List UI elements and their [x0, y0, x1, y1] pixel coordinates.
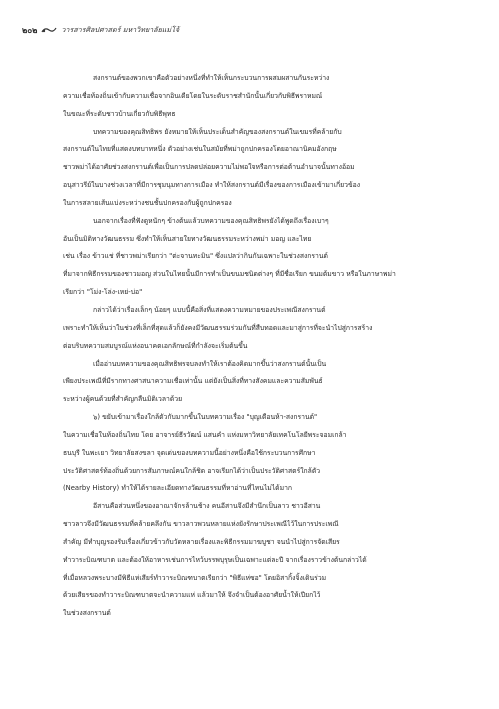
- text-line: ๖) ขยับเข้ามาเรื่องใกล้ตัวกับมากขึ้นในบทความเรื่อง "บุญเดือนห้า-สงกรานต์": [93, 413, 318, 422]
- text-line: สงกรานต์ในไทยที่แสดงบทบาทหนึ่ง ตัวอย่างเช่นในสมัยที่พม่าถูกปกครองโดยอาณานิคมอังกฤษ: [63, 145, 337, 154]
- paragraph-7: [63, 498, 447, 623]
- page-header: [22, 24, 179, 36]
- text-line: อีสานคือส่วนหนึ่งของอาณาจักรล้านช้าง คนอีสานจึงมีสำนึกเป็นลาว ชาวอีสาน: [93, 502, 321, 511]
- text-line: (Nearby History) ทำให้ได้รายละเอียดทางวัฒนธรรมที่หาอ่านที่ไหนไม่ได้มาก: [63, 484, 293, 493]
- text-line: อันเป็นมิติทางวัฒนธรรม ซึ่งทำให้เห็นสายใยทางวัฒนธรรมระหว่างพม่า มอญ และไทย: [63, 234, 312, 243]
- text-line: กล่าวได้ว่าเรื่องเล็กๆ น้อยๆ แบบนี้คือสิ่งที่แสดงความหมายของประเพณีสงกรานต์: [93, 305, 326, 314]
- text-line: นอกจากเรื่องที่ฟังดูหนักๆ ข้างต้นแล้วบทความของคุณสิทธิพรยังได้พูดถึงเรื่องเบาๆ: [93, 216, 329, 225]
- text-line: ในช่วงสงกรานต์: [63, 609, 111, 618]
- text-line: ธนบุรี ในพะเยา วิทยาลัยสงขลา จุดเด่นของบทความนี้อย่างหนึ่งคือใช้กระบวนการศึกษา: [63, 448, 316, 457]
- paragraph-5: [63, 356, 447, 410]
- text-line: ในการสลายเส้นแบ่งระหว่างชนชั้นปกครองกับผู้ถูกปกครอง: [63, 198, 232, 207]
- text-line: เมื่ออ่านบทความของคุณสิทธิพรจบลงทำให้เราต้องคิดมากขึ้นว่าสงกรานต์นั้นเป็น: [93, 359, 327, 368]
- text-line: ทำวาระบิณฑบาต และต้องให้อาหารเช่นการไหว้บรรพบุรุษเป็นเฉพาะแต่ละปี จากเรื่องราวข้างต้นกล่าวได้: [63, 555, 367, 564]
- paragraph-4: [63, 302, 447, 356]
- text-line: สำคัญ มีทำบุญรองรับเรื่องเกี่ยวข้าวกับวัดหลายเรื่องและพิธีกรรมมาฆบูชา จนนำไปสู่การจัดเสียร: [63, 537, 340, 546]
- text-line: เรียกว่า "โม่ง-โล่ง-เหย่-บ่อ": [63, 288, 143, 297]
- text-line: ระหว่างผู้คนด้วยที่สำคัญกลืนมิติเวลาด้วย: [63, 395, 183, 404]
- text-line: ในความเชื่อในท้องถิ่นไทย โดย อาจารย์ธีรวัฒน์ แสนคำ แห่งมหาวิทยาลัยเทคโนโลยีพระจอมเกล้า: [63, 430, 347, 439]
- text-line: ชาวลาวจึงมีวัฒนธรรมที่คล้ายคลึงกัน ขาวลาวพวนหลายแห่งยังรักษาประเพณีไว้ในการประเพณี: [63, 520, 339, 529]
- text-line: อนุสาวรีย์ในบางช่วงเวลาที่มีการชุมนุมทางการเมือง ทำให้สงกรานต์มีเรื่องของการเมืองเข้ามาเกี่ยวข้อง: [63, 181, 361, 190]
- text-line: สงกรานต์ของพวกเขาคือตัวอย่างหนึ่งที่ทำให้เห็นกระบวนการผสมผสานกันระหว่าง: [93, 74, 330, 82]
- paragraph-1: [63, 70, 447, 124]
- text-line: ประวัติศาสตร์ท้องถิ่นด้วยการสัมภาษณ์คนใกล้ชิด อาจเรียกได้ว่าเป็นประวัติศาสตร์ใกล้ตัว: [63, 466, 321, 475]
- text-line: ต่อบริบทความสมบูรณ์แห่งอนาคตเอกลักษณ์ที่กำลังจะเริ่มต้นขึ้น: [63, 341, 248, 350]
- text-line: เช่น เรื่อง ข้าวแช่ ที่ชาวพม่าเรียกว่า "ต่ะจานทะมิน" ซึ่งแปลว่ากินกันเฉพาะในช่วงสงกรานต์: [63, 252, 328, 261]
- text-line: เพียงประเพณีที่มีรากทางศาสนาความเชื่อเท่านั้น แต่ยังเป็นสิ่งที่ทางสังคมและความสัมพันธ์: [63, 377, 323, 386]
- paragraph-2: [63, 124, 447, 213]
- page-number: ๒๐๒: [22, 25, 38, 35]
- paragraph-3: [63, 213, 447, 302]
- journal-logo-icon: [41, 26, 57, 34]
- text-line: ที่เมื่อหลวงพระบางมีพิธีแห่เสียร์ทำวาระบิณฑบาตเรียกว่า "พิธีแห่ซอ" โดยอิสากิ้งจิ้งเดินร่วม: [63, 573, 327, 582]
- text-line: ชาวพม่าได้อาศัยช่วงสงกรานต์เพื่อเป็นการปลดปล่อยความไม่พอใจหรือการต่อต้านอำนาจนั้นทางอ้อม: [63, 163, 355, 172]
- article-body: [63, 70, 447, 623]
- text-line: ในขณะที่ระดับชาวบ้านเกี่ยวกับพิธีพุทธ: [63, 109, 176, 118]
- text-line: ความเชื่อท้องถิ่นเข้ากับความเชื่อจากอินเดียโดยในระดับราชสำนักนั้นเกี่ยวกับพิธีพราหมณ์: [63, 91, 323, 100]
- journal-title: วารสารศิลปศาสตร์ มหาวิทยาลัยแม่โจ้: [61, 25, 180, 34]
- text-line: บทความของคุณสิทธิพร ยังหมายให้เห็นประเด็นสำคัญของสงกรานต์ในเขมรที่คล้ายกับ: [93, 127, 342, 136]
- text-line: ที่มาจากพิธีกรรมของชาวมอญ ส่วนในไทยนั้นมีการทำเป็นขนมชนิดต่างๆ ที่มีชื่อเรียก ขนมต้มขาว หรือในภาษาพม่า: [63, 270, 396, 279]
- paragraph-6: [63, 409, 447, 498]
- text-line: เพราะทำให้เห็นว่าในช่วงที่เล็กที่สุดแล้วก็ยังคงมีวัฒนธรรมร่วมกันที่สืบทอดและมาสู่การที่จะนำไปสู่การสร้าง: [63, 323, 373, 332]
- text-line: ด้วยเสียรของทำวาระบิณฑบาตจะนำความแห่ แล้วมาให้ จึงจำเป็นต้องอาศัยน้ำให้เปียกไว้: [63, 591, 321, 600]
